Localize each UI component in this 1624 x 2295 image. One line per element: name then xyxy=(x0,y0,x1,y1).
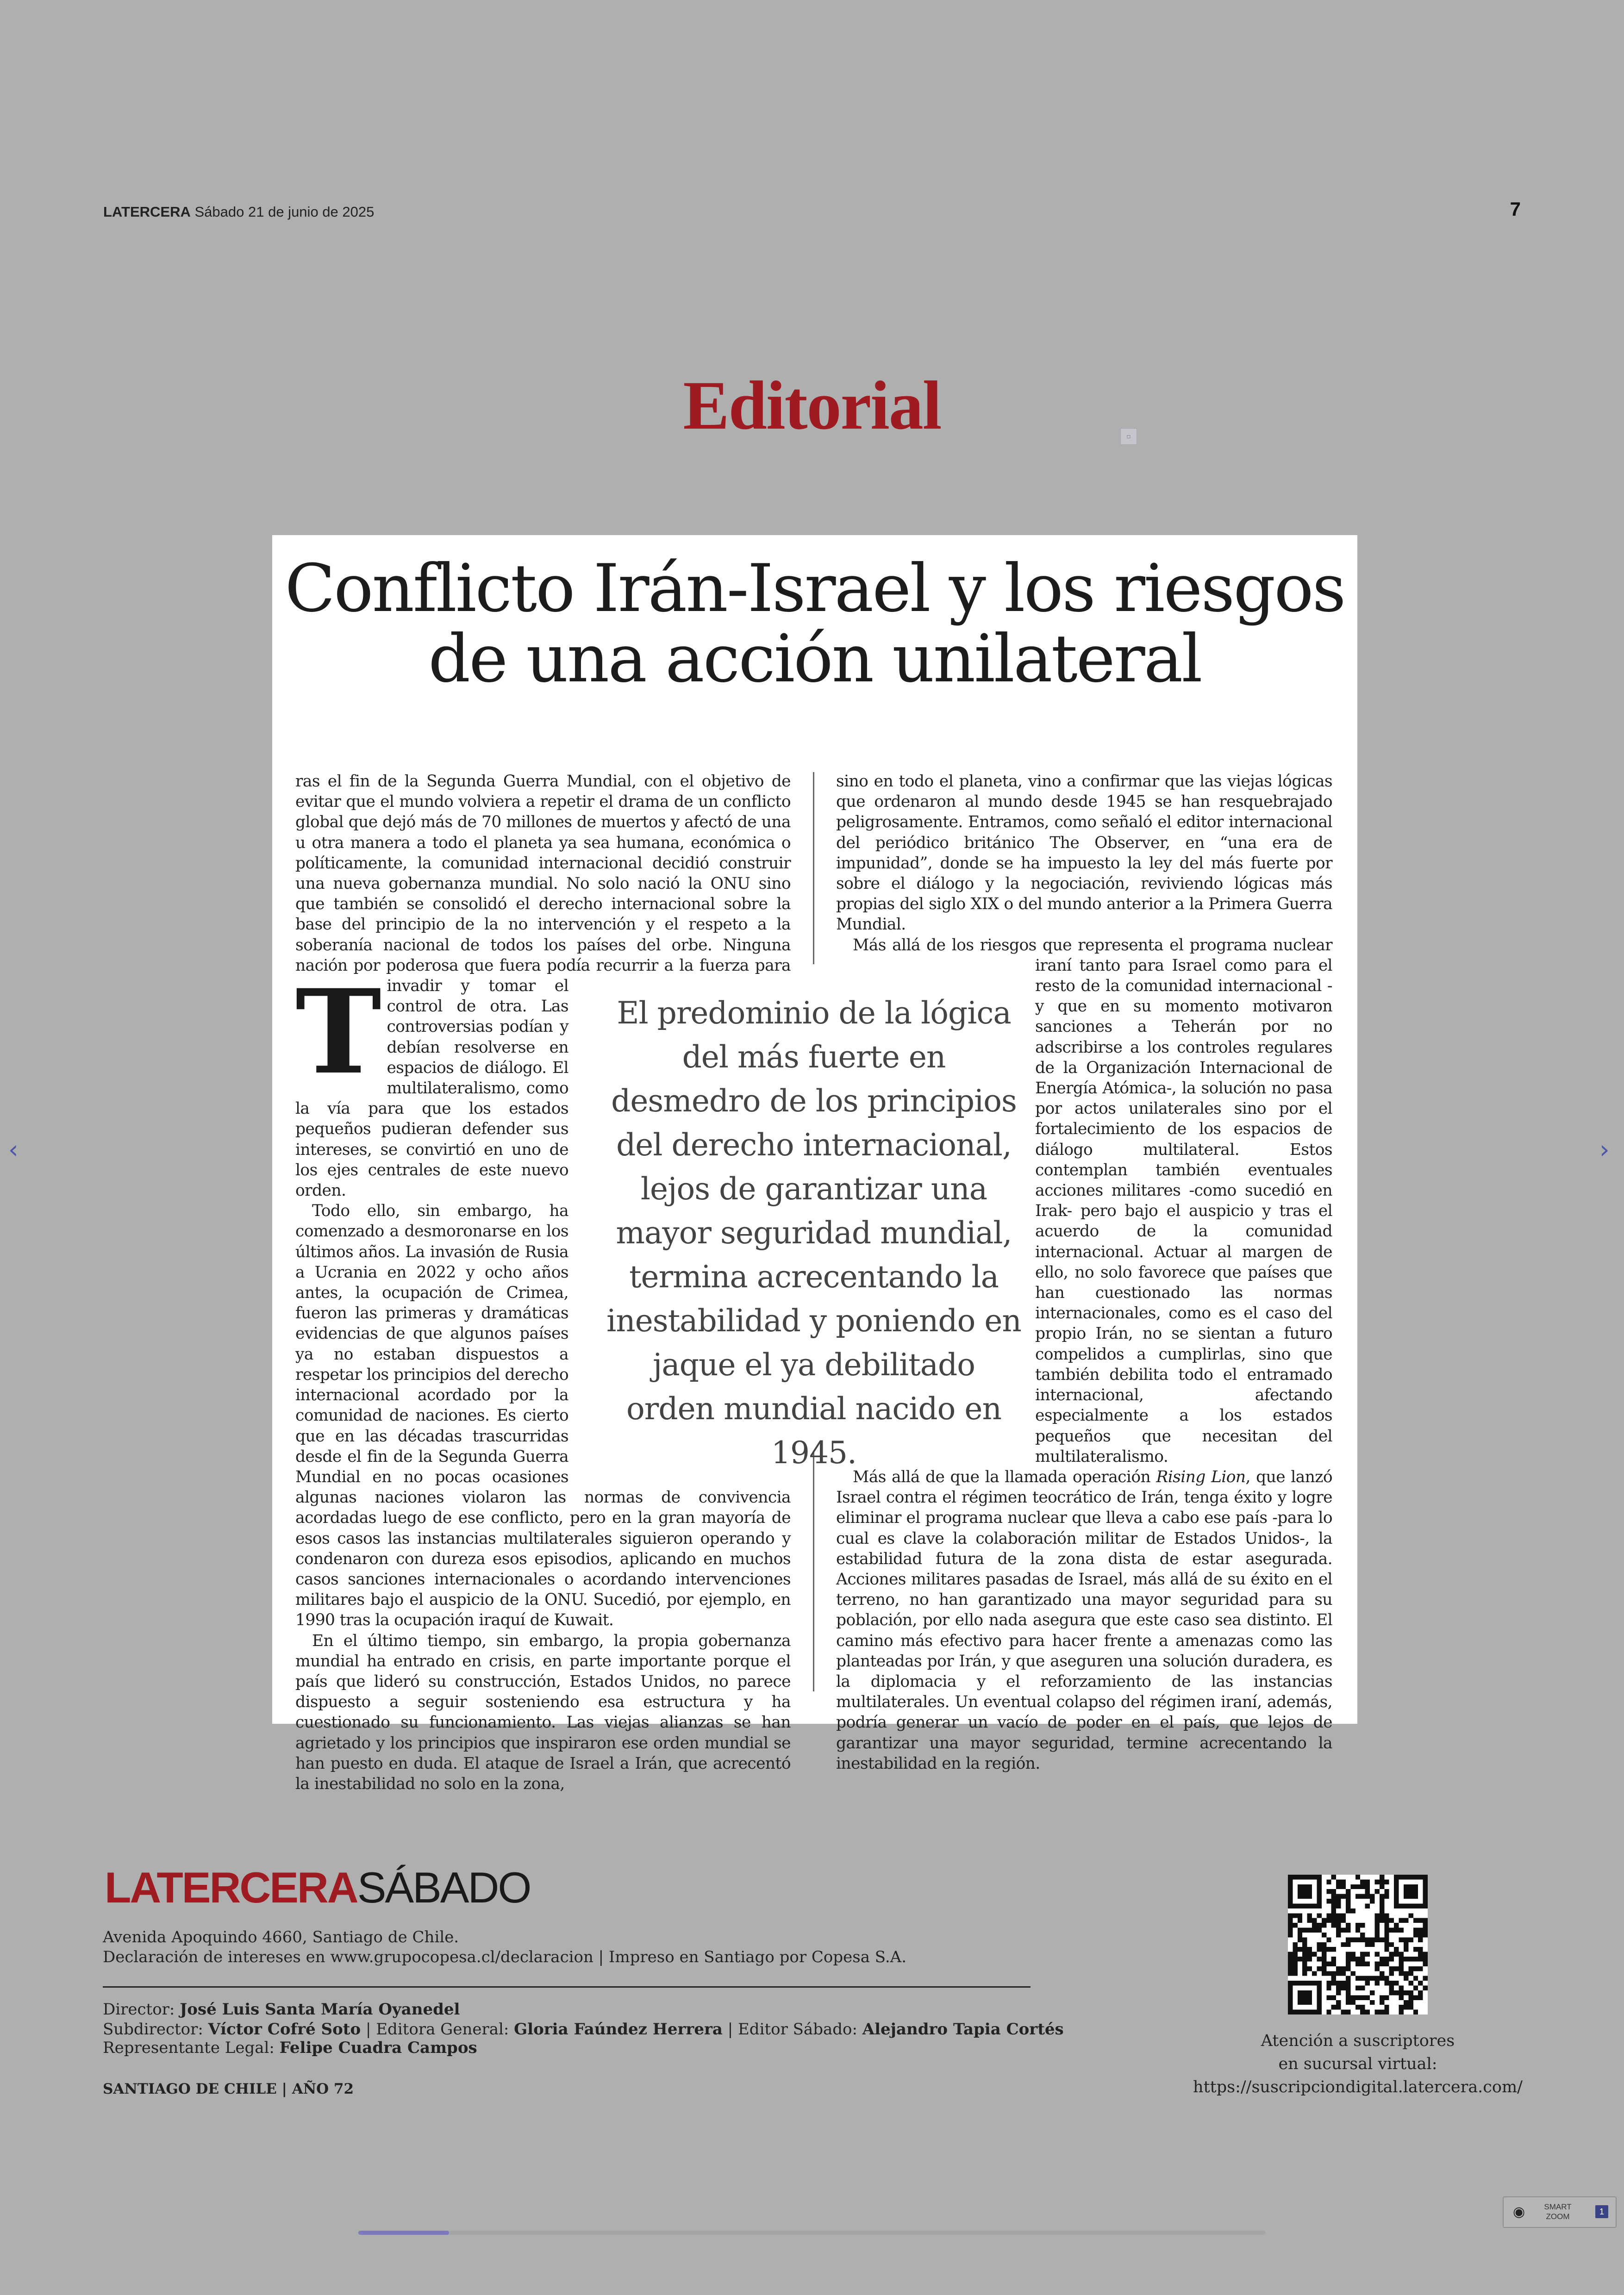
masthead xyxy=(103,204,374,220)
headline-line-1: Conflicto Irán-Israel y los riesgos xyxy=(285,550,1345,627)
eye-icon: ◉ xyxy=(1513,2204,1525,2220)
qr-caption xyxy=(1181,2029,1535,2099)
qr-code[interactable] xyxy=(1288,1875,1428,2014)
zoom-level-badge: 1 xyxy=(1595,2205,1608,2218)
prev-page-button[interactable] xyxy=(8,1135,19,1164)
pull-quote: El predominio de la lógica del más fuerte en desmedro de los principios del derecho internacional, lejos de garantizar una mayor seguridad mundial, termina acrecentando la inestabilidad y poniendo en jaque el ya debilitado orden mundial nacido en 1945. xyxy=(606,995,1021,1471)
dropcap: T xyxy=(295,964,381,1100)
footer-city-year: SANTIAGO DE CHILE | AÑO 72 xyxy=(103,2081,354,2097)
masthead-brand: LATERCERA xyxy=(103,204,191,220)
smart-zoom-label: SMART ZOOM xyxy=(1544,2202,1572,2221)
footer-legal: Representante Legal: Felipe Cuadra Campos xyxy=(103,2039,477,2057)
paragraph-1: T ras el fin de la Segunda Guerra Mundial, con el objetivo de evitar que el mundo volviera a repetir el drama de un conflicto global que dejó más de 70 millones de muertos y afectó de una u otra manera a todo el planeta ya sea humana, económica o políticamente, la comunidad internacional decidió construir una nueva gobernanza mundial. No solo nació la ONU sino que también se consolidó el derecho internacional sobre la base del principio de la no intervención y el respeto a la soberanía nacional de todos los países del orbe. Ninguna nación por poderosa que fuera podía recurrir a la fuerza para invadir y tomar el control de otra. Las controversias podían y debían resolverse en espacios de diálogo. El multilateralismo, como la vía para que los estados pequeños pudieran defender sus intereses, se convirtió en uno de los ejes centrales de este nuevo orden. xyxy=(295,772,791,1200)
operation-name: Rising Lion xyxy=(1156,1467,1246,1486)
qr-caption-line-2: en sucursal virtual: xyxy=(1278,2055,1437,2073)
headline-line-2: de una acción unilateral xyxy=(428,621,1201,697)
footer-director: Director: José Luis Santa María Oyanedel xyxy=(103,2000,460,2019)
page-marker-icon[interactable]: ▫ xyxy=(1120,428,1137,445)
footer-declaration: Declaración de intereses en www.grupocopesa.cl/declaracion | Impreso en Santiago por Copesa S.A. xyxy=(103,1948,907,1966)
column-rule-bottom xyxy=(813,1451,814,1691)
paragraph-4: sino en todo el planeta, vino a confirmar que las viejas lógicas que ordenaron al mundo desde 1945 se han resquebrajado peligrosamente. Entramos, como señaló el editor internacional del periódico británico The Observer, en “una era de impunidad”, donde se ha impuesto la ley del más fuerte por sobre el diálogo y la negociación, reviviendo lógicas más propias del siglo XIX o del mundo anterior a la Primera Guerra Mundial. xyxy=(836,772,1332,934)
chevron-left-icon: ‹ xyxy=(8,1135,19,1164)
footer-divider xyxy=(103,1986,1031,1988)
page-progress-fill xyxy=(358,2231,449,2235)
page-progress-bar[interactable] xyxy=(358,2231,1266,2235)
next-page-button[interactable] xyxy=(1599,1135,1610,1164)
article-headline xyxy=(272,550,1357,697)
footer-brand-logo: LATERCERASÁBADO xyxy=(105,1863,531,1912)
section-title: Editorial xyxy=(683,367,941,444)
paragraph-5: Más allá de los riesgos que representa el programa nuclear iraní tanto para Israel como para el resto de la comunidad internacional -y que en su momento motivaron sanciones a Teherán por no adscribirse a los controles regulares de la Organización Internacional de Energía Atómica-, la solución no pasa por actos unilaterales sino por el fortalecimiento de los espacios de diálogo multilateral. Estos contemplan también eventuales acciones militares -como sucedió en Irak- pero bajo el auspicio y tras el acuerdo de la comunidad internacional. Actuar al margen de ello, no solo favorece que países que han cuestionado las normas internacionales, como es el caso del propio Irán, no se sientan a futuro compelidos a cumplirlas, sino que también debilita todo el entramado internacional, afectando especialmente a los estados pequeños que necesitan del multilateralismo. xyxy=(853,935,1332,1466)
column-rule-top xyxy=(813,772,814,964)
qr-caption-url[interactable]: https://suscripciondigital.latercera.com/ xyxy=(1193,2078,1523,2096)
chevron-right-icon: › xyxy=(1599,1135,1610,1164)
page-number: 7 xyxy=(1510,198,1521,220)
footer-address: Avenida Apoquindo 4660, Santiago de Chile. xyxy=(103,1928,459,1946)
paragraph-3: En el último tiempo, sin embargo, la propia gobernanza mundial ha entrado en crisis, en parte importante porque el país que lideró su construcción, Estados Unidos, no parece dispuesto a seguir sosteniendo esa estructura y ha cuestionado su funcionamiento. Las viejas alianzas se han agrietado y los principios que inspiraron ese orden mundial se han puesto en duda. El ataque de Israel a Irán, que acrecentó la inestabilidad no solo en la zona, xyxy=(295,1631,791,1793)
paragraph-6: Más allá de que la llamada operación Rising Lion, que lanzó Israel contra el régimen teocrático de Irán, tenga éxito y logre eliminar el programa nuclear que lleva a cabo ese país -para lo cual es clave la colaboración militar de Estados Unidos-, la estabilidad futura de la zona dista de estar asegurada. Acciones militares pasadas de Israel, más allá de su éxito en el terreno, no han garantizado una mayor seguridad para su población, por ello nada asegura que este caso sea distinto. El camino más efectivo para hacer frente a amenazas como las planteadas por Irán, y que aseguren una solución duradera, es la diplomacia y el reforzamiento de las instancias multilaterales. Un eventual colapso del régimen iraní, además, podría generar un vacío de poder en el país, que lejos de garantizar una mayor seguridad, termine acrecentando la inestabilidad en la región. xyxy=(836,1467,1332,1773)
article-panel xyxy=(272,535,1357,1793)
smart-zoom-button[interactable] xyxy=(1503,2196,1617,2228)
qr-caption-line-1: Atención a suscriptores xyxy=(1261,2032,1455,2050)
masthead-date: Sábado 21 de junio de 2025 xyxy=(194,204,375,220)
paragraph-2: Todo ello, sin embargo, ha comenzado a desmoronarse en los últimos años. La invasión de Rusia a Ucrania en 2022 y ocho años antes, la ocupación de Crimea, fueron las primeras y dramáticas evidencias de que algunos países ya no estaban dispuestos a respetar los principios del derecho internacional acordado por la comunidad de naciones. Es cierto que en las décadas trascurridas desde el fin de la Segunda Guerra Mundial en no pocas ocasiones algunas naciones violaron las normas de convivencia acordadas luego de ese conflicto, pero en la gran mayoría de esos casos las instancias multilaterales siguieron operando y condenaron con dureza esos episodios, aplicando en muchos casos sanciones internacionales o acordando intervenciones militares bajo el auspicio de la ONU. Sucedió, por ejemplo, en 1990 tras la ocupación iraquí de Kuwait. xyxy=(295,1202,791,1630)
footer-editors: Subdirector: Víctor Cofré Soto | Editora General: Gloria Faúndez Herrera | Editor Sábado: Alejandro Tapia Cortés xyxy=(103,2020,1064,2039)
